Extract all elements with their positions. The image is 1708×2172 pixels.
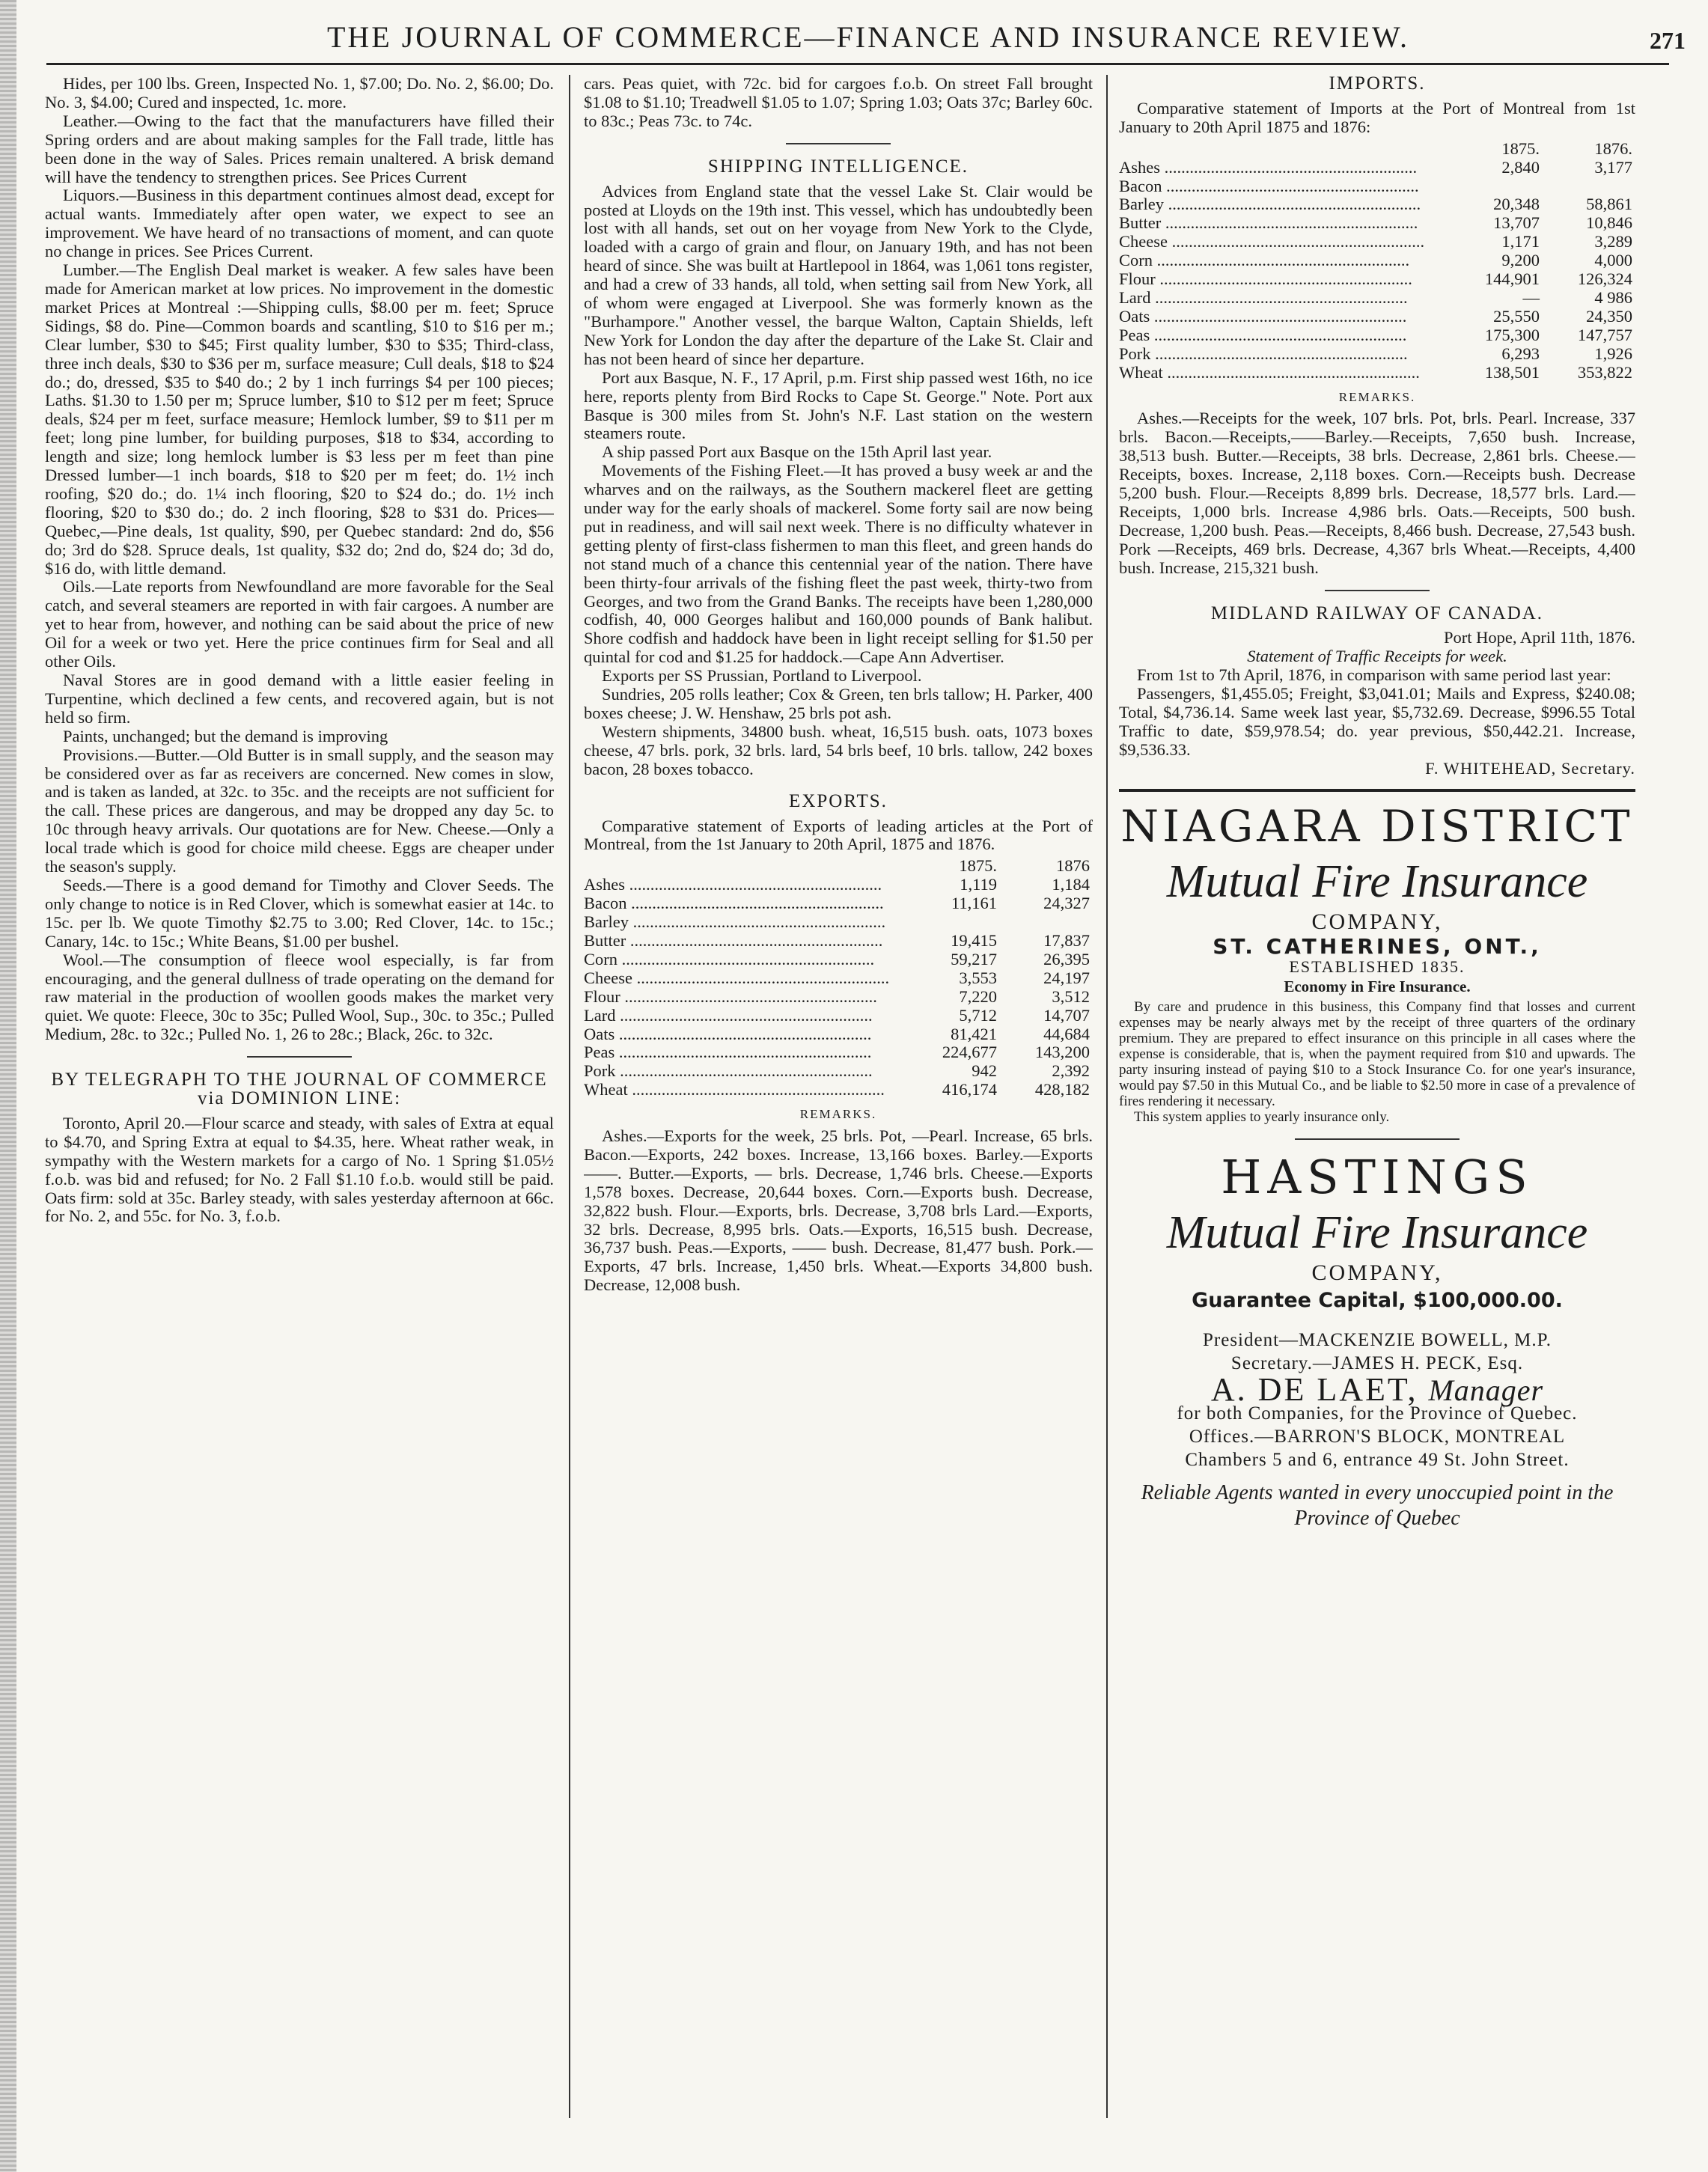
table-row — [1119, 270, 1635, 289]
hastings-president: President—MACKENZIE BOWELL, M.P. — [1203, 1330, 1552, 1351]
table-cell-1876: 24,350 — [1586, 306, 1632, 326]
table-cell-item: Corn ............................................................ — [1119, 251, 1410, 270]
table-row — [1119, 214, 1635, 233]
exports-remarks: Ashes.—Exports for the week, 25 brls. Pot, —Pearl. Increase, 65 brls. Bacon.—Exports, 242 boxes. Increase, 13,166 boxes. Barley.—Exports——. Butter.—Exports, — brls. Decrease, 1,746 brls. Cheese.—Exports 1,578 boxes. Decrease, 20,644 boxes. Corn.—Exports bush. Decrease, 32,822 bush. Flour.—Exports, brls. Decrease, 3,708 brls Lard.—Exports, 32 brls. Decrease, 8,995 brls. Oats.—Exports, 16,515 bush. Decrease, 36,737 bush. Peas.—Exports, —— bush. Decrease, 81,477 bush. Pork.—Exports, 47 brls. Increase, 1,450 brls. Wheat.—Exports 34,800 bush. Decrease, 12,008 bush. — [584, 1126, 1093, 1295]
imports-table — [1119, 140, 1635, 382]
table-cell-1875: 59,217 — [951, 949, 997, 968]
table-cell-1876: 17,837 — [1043, 930, 1090, 950]
table-header-year: 1876. — [1594, 138, 1632, 158]
hastings-script-title: Mutual Fire Insurance — [1166, 1207, 1588, 1259]
table-row — [584, 1007, 1093, 1025]
table-cell-1876: 3,289 — [1594, 232, 1632, 251]
table-row — [584, 1043, 1093, 1062]
telegraph-heading: BY TELEGRAPH TO THE JOURNAL OF COMMERCE via DOMINION LINE: — [51, 1070, 548, 1109]
table-row — [1119, 233, 1635, 251]
hastings-title: HASTINGS — [1221, 1150, 1534, 1205]
hastings-manager-title: Manager — [1428, 1373, 1544, 1407]
advert-rule — [1119, 789, 1635, 792]
journal-title: THE JOURNAL OF COMMERCE—FINANCE AND INSURANCE REVIEW. — [326, 20, 1410, 54]
hastings-advertisement — [1119, 1150, 1635, 1531]
table-cell-1875: 9,200 — [1501, 251, 1540, 270]
table-cell-1875: 1,171 — [1501, 232, 1540, 251]
leather-paragraph: Leather.—Owing to the fact that the manufacturers have filled their Spring orders and are about making samples for the Fall trade, little has been done in the way of Sales. Prices remain unaltered. A brisk demand will have the tendency to strengthen prices. See Prices Current — [45, 111, 554, 186]
imports-remarks: Ashes.—Receipts for the week, 107 brls. Pot, brls. Pearl. Increase, 337 brls. Bacon.—Receipts,——Barley.—Receipts, 7,650 bush. Increase, 38,513 bush. Butter.—Receipts, 38 brls. Decrease, 2,861 brls. Cheese.—Receipts, boxes. Increase, 2,118 boxes. Corn.—Receipts bush. Decrease 5,200 bush. Flour.—Receipts 8,899 brls. Decrease, 18,577 brls. Lard.—Receipts, 1,000 brls. Increase 4,986 brls. Oats.—Receipts, 500 bush. Decrease, 1,200 bush. Peas.—Receipts, 8,466 bush. Decrease, 27,543 bush. Pork —Receipts, 469 brls. Decrease, 4,367 brls Wheat.—Receipts, 4,400 bush. Increase, 215,321 bush. — [1119, 409, 1635, 577]
table-cell-item: Pork ............................................................ — [1119, 344, 1408, 363]
table-cell-item: Flour ............................................................ — [584, 987, 877, 1006]
table-cell-1876: 353,822 — [1577, 362, 1632, 382]
midland-heading: MIDLAND RAILWAY OF CANADA. — [1210, 603, 1544, 623]
table-cell-1875: 81,421 — [951, 1024, 997, 1043]
hastings-manager — [1119, 1370, 1635, 1408]
table-row — [1119, 364, 1635, 382]
niagara-advertisement — [1119, 802, 1635, 1126]
sundries-paragraph: Sundries, 205 rolls leather; Cox & Green, ten brls tallow; H. Parker, 400 boxes cheese; J. W. Henshaw, 25 brls pot ash. — [584, 685, 1093, 722]
shipping-heading: SHIPPING INTELLIGENCE. — [707, 156, 969, 177]
table-cell-1875: 7,220 — [959, 986, 997, 1006]
table-cell-1876: 2,392 — [1052, 1061, 1090, 1081]
table-cell-item: Oats ............................................................ — [1119, 307, 1407, 326]
table-row — [584, 969, 1093, 988]
section-divider — [247, 1056, 352, 1058]
table-cell-1876: 24,197 — [1043, 968, 1090, 987]
table-cell-1876: 428,182 — [1034, 1080, 1090, 1099]
exports-intro: Comparative statement of Exports of leading articles at the Port of Montreal, from the 1st January to 20th April, 1875 and 1876. — [584, 816, 1093, 854]
midland-signature: F. WHITEHEAD, Secretary. — [1425, 758, 1635, 778]
table-cell-item: Ashes ............................................................ — [1119, 158, 1418, 177]
hastings-offices: Offices.—BARRON'S BLOCK, MONTREAL — [1189, 1426, 1566, 1447]
table-row — [584, 988, 1093, 1007]
naval-stores-paragraph: Naval Stores are in good demand with a little easier feeling in Turpentine, which declined a few cents, and recovered again, but is not held so firm. — [45, 671, 554, 727]
imports-intro: Comparative statement of Imports at the Port of Montreal from 1st January to 20th April 1875 and 1876: — [1119, 98, 1635, 136]
niagara-text: By care and prudence in this business, this Company find that losses and current expenses may be nearly always met by the receipt of three quarters of the ordinary premium. They are prepared to effect insurance on this principle in all cases where the expense is considerable, that is, when the payment required from $10 and upwards. The party insuring instead of paying $10 to a Stock Insurance Co. for one year's insurance, would pay $7.50 in this Mutual Co., and be liable to $2.50 more in case of a prevalence of fires rendering it necessary. — [1119, 999, 1635, 1110]
table-cell-1875: 2,840 — [1501, 157, 1540, 177]
table-cell-1876: 126,324 — [1577, 269, 1632, 289]
table-row — [1119, 251, 1635, 270]
exports-table-body — [584, 876, 1093, 1099]
niagara-note: This system applies to yearly insurance only. — [1134, 1109, 1390, 1126]
shipping-paragraph-2: Port aux Basque, N. F., 17 April, p.m. First ship passed west 16th, no ice here, reports plenty from Bird Rocks to Cape St. George." Note. Port aux Basque is 300 miles from St. John's N.F. Last station on the western steamers route. — [584, 367, 1093, 443]
table-cell-1875: 224,677 — [942, 1043, 997, 1062]
table-cell-item: Oats ............................................................ — [584, 1025, 872, 1043]
table-cell-item: Corn ............................................................ — [584, 950, 875, 968]
table-cell-item: Bacon ............................................................ — [1119, 177, 1419, 195]
table-cell-1876: 147,757 — [1577, 325, 1632, 344]
hastings-secretary: Secretary.—JAMES H. PECK, Esq. — [1230, 1353, 1524, 1374]
table-header-blank — [584, 857, 907, 876]
table-cell-1875: 1,119 — [960, 875, 997, 894]
imports-remarks-heading: REMARKS. — [1338, 389, 1416, 404]
table-cell-item: Peas ............................................................ — [1119, 326, 1407, 344]
liquors-paragraph: Liquors.—Business in this department continues almost dead, except for actual wants. Immediately after open water, we expect to see an improvement. We have heard of no transactions of moment, and can quote no change in prices. See Prices Current. — [45, 186, 554, 261]
niagara-script-title: Mutual Fire Insurance — [1166, 855, 1588, 907]
midland-date: Port Hope, April 11th, 1876. — [1443, 628, 1635, 647]
hastings-chambers: Chambers 5 and 6, entrance 49 St. John Street. — [1185, 1449, 1570, 1470]
table-cell-1876: 1,926 — [1594, 344, 1632, 363]
table-header-blank — [1119, 140, 1450, 159]
hides-paragraph: Hides, per 100 lbs. Green, Inspected No. 1, $7.00; Do. No. 2, $6.00; Do. No. 3, $4.00; Cured and inspected, 1c. more. — [45, 75, 554, 112]
paints-paragraph: Paints, unchanged; but the demand is improving — [63, 726, 388, 745]
table-cell-1876: 14,707 — [1043, 1005, 1090, 1025]
table-cell-1875: 19,415 — [951, 930, 997, 950]
header-rule — [46, 63, 1669, 65]
toronto-continued-paragraph: cars. Peas quiet, with 72c. bid for cargoes f.o.b. On street Fall brought $1.08 to $1.10; Treadwell $1.05 to 1.07; Spring 1.03; Oats 37c; Barley 60c. to 83c.; Peas 73c. to 74c. — [584, 75, 1093, 130]
prussian-paragraph: Exports per SS Prussian, Portland to Liverpool. — [602, 666, 922, 686]
midland-paragraph-2: Passengers, $1,455.05; Freight, $3,041.01; Mails and Express, $240.08; Total, $4,736.14. Same week last year, $5,732.69. Decrease, $996.55 Total Traffic to date, $59,978.54; do. year previous, $50,442.21. Increase, $9,536.33. — [1119, 684, 1635, 759]
imports-heading: IMPORTS. — [1329, 75, 1426, 94]
table-cell-1876: 58,861 — [1586, 195, 1632, 214]
table-cell-item: Ashes ............................................................ — [584, 876, 882, 894]
table-cell-1875: 138,501 — [1484, 362, 1540, 382]
lumber-paragraph: Lumber.—The English Deal market is weaker. A few sales have been made for American market at low prices. No improvement in the domestic market Prices at Montreal :—Shipping culls, $8.00 per m. feet; Spruce Sidings, $8 do. Pine—Common boards and scantling, $10 to $16 per m.; Clear lumber, $30 to $45; First quality lumber, $30 to $35; Third-class, three inch deals, $30 to $36 per m, surface measure; Cull deals, $18 to $24 do.; do, dressed, $35 to $40 do.; 2 by 1 inch furrings $4 per 100 pieces; Laths. $1.30 to 1.50 per m; Spruce lumber, $10 to $12 per m feet; Spruce deals, $24 per m feet, surface measure; Hemlock lumber, $9 to $11 per m feet; long pine lumber, for building purposes, $18 to $34, according to length and size; long hemlock lumber is $3 less per m feet than pine Dressed lumber—1 inch boards, $18 to $20 per m feet; do. 1½ inch roofing, $20 do.; do. 1¼ inch flooring, $20 to $24 do.; do. 1½ inch flooring, $20 to $30 do.; do. 2 inch flooring, $28 to $31 do. Prices—Quebec,—Pine deals, 1st quality, $90, per Quebec standard: 2nd do, $56 do; 3rd do $28. Spruce deals, 1st quality, $32 do; 2nd do, $24 do; 3d do, $16 do, with little demand. — [45, 260, 554, 578]
table-row — [1119, 308, 1635, 326]
table-cell-item: Cheese ............................................................ — [1119, 233, 1425, 251]
page-number: 271 — [1650, 27, 1686, 54]
table-cell-1875: 6,293 — [1501, 344, 1540, 363]
column-divider — [569, 75, 570, 2118]
table-cell-1876: 24,327 — [1043, 894, 1090, 913]
table-cell-1875: 416,174 — [942, 1080, 997, 1099]
table-cell-1876 — [1543, 177, 1635, 196]
table-cell-item: Bacon ............................................................ — [584, 894, 884, 913]
niagara-established: ESTABLISHED 1835. — [1289, 957, 1465, 976]
table-row — [584, 894, 1093, 913]
shipping-paragraph-1: Advices from England state that the vessel Lake St. Clair would be posted at Lloyds on the 19th inst. This vessel, which has undoubtedly been lost with all hands, set out on her voyage from New York to the Clyde, loaded with a cargo of grain and flour, on January 19th, and has not been heard of since. She was built at Hartlepool in 1864, was 1,061 tons register, and had a crew of 33 hands, all told, when setting sail from New York, all of whom were engaged at Liverpool. She was formerly known as the "Burhampore." Another vessel, the barque Walton, Captain Shields, left New York for London the day after the departure of the Lake St. Clair and has not been heard of since her departure. — [584, 181, 1093, 368]
table-cell-1876: 26,395 — [1043, 949, 1090, 968]
table-header-year: 1875. — [1501, 138, 1540, 158]
table-row — [1119, 289, 1635, 308]
table-cell-1875: 3,553 — [959, 968, 997, 987]
table-cell-item: Peas ............................................................ — [584, 1043, 872, 1062]
table-cell-item: Lard ............................................................ — [584, 1006, 873, 1025]
table-header-row — [584, 857, 1093, 876]
table-cell-1875 — [907, 913, 1000, 932]
wool-paragraph: Wool.—The consumption of fleece wool especially, is far from encouraging, and the general dullness of trade operating on the demand for raw material in the production of woollen goods makes the market very quiet. We quote: Fleece, 30c to 35c; Pulled Wool, Sup., 30c. to 35c.; Pulled Medium, 28c. to 32c.; Pulled No. 1, 26 to 28c.; Black, 26c. to 32c. — [45, 950, 554, 1044]
column-2 — [584, 75, 1093, 2118]
table-cell-item: Cheese ............................................................ — [584, 968, 890, 987]
table-row — [1119, 326, 1635, 345]
imports-table-body — [1119, 159, 1635, 382]
table-cell-1875: 175,300 — [1484, 325, 1540, 344]
table-row — [584, 1025, 1093, 1044]
column-1 — [45, 75, 554, 2118]
table-cell-item: Butter ............................................................ — [1119, 214, 1418, 233]
toronto-paragraph: Toronto, April 20.—Flour scarce and steady, with sales of Extra at equal to $4.70, and Spring Extra at equal to $4.35, here. Wheat rather weak, in sympathy with the Western markets for a cargo of No. 1 Spring $1.05½ f.o.b. was bid and refused; for No. 2 Fall $1.10 f.o.b. would still be paid. Oats firm: sold at 35c. Barley steady, with sales yesterday afternoon at 66c. for No. 2, and 55c. for No. 3, f.o.b. — [45, 1113, 554, 1226]
table-cell-1875: 25,550 — [1493, 306, 1540, 326]
table-cell-1876: 1,184 — [1052, 875, 1090, 894]
table-cell-item: Wheat ............................................................ — [584, 1081, 885, 1099]
exports-remarks-heading: REMARKS. — [799, 1107, 877, 1122]
table-cell-item: Butter ............................................................ — [584, 931, 883, 950]
table-row — [1119, 159, 1635, 177]
table-cell-1876: 143,200 — [1034, 1043, 1090, 1062]
column-divider — [1106, 75, 1108, 2118]
table-cell-1876: 44,684 — [1043, 1024, 1090, 1043]
table-cell-item: Barley ............................................................ — [584, 913, 886, 932]
table-cell-item: Lard ............................................................ — [1119, 288, 1408, 307]
table-cell-1876 — [1000, 913, 1093, 932]
section-divider — [1325, 590, 1430, 591]
table-cell-1876: 3,177 — [1594, 157, 1632, 177]
table-cell-1875: 11,161 — [951, 894, 997, 913]
table-cell-1876: 4,000 — [1594, 251, 1632, 270]
table-cell-1876: 4 986 — [1594, 287, 1632, 307]
provisions-paragraph: Provisions.—Butter.—Old Butter is in small supply, and the season may be considered over as far as receivers are concerned. New comes in slow, and is taken as landed, at 32c. to 35c. and the receipts are not sufficient for the call. These prices are dangerous, and may be dropped any day 5c. to 10c through heavy arrivals. Our quotations are for New. Cheese.—Only a local trade which is good for choice mild cheese. Eggs are cheaper under the season's supply. — [45, 745, 554, 876]
table-cell-1875: — — [1522, 287, 1540, 307]
table-cell-item: Wheat ............................................................ — [1119, 363, 1420, 382]
table-row — [1119, 177, 1635, 196]
table-cell-1875: 20,348 — [1493, 195, 1540, 214]
fishing-fleet-paragraph: Movements of the Fishing Fleet.—It has proved a busy week ar and the wharves and on the railways, as the Southern mackerel fleet are getting under way for the early shoals of mackerel. Some forty sail are now being put in readiness, and will sail next week. There is no difficulty whatever in getting plenty of first-class fishermen to man this fleet, and green hands do not stand much of a chance this centennial year of the nation. There have been thirty-four arrivals of the fishing fleet the past week, thirty-two from Georges, and two from the Grand Banks. The receipts have been 1,280,000 codfish, 40, 000 Georges halibut and 160,000 pounds of Bank halibut. Shore codfish and haddock have been in light receipt selling for $1.50 per quintal for cod and $1.25 for haddock.—Cape Ann Advertiser. — [584, 461, 1093, 667]
column-3 — [1119, 75, 1635, 2118]
table-row — [584, 913, 1093, 932]
table-cell-item: Flour ............................................................ — [1119, 270, 1412, 289]
page-header — [45, 6, 1692, 61]
table-cell-1875: 942 — [972, 1061, 997, 1081]
oils-paragraph: Oils.—Late reports from Newfoundland are more favorable for the Seal catch, and several steamers are reported in with fair cargoes. A number are yet to hear from, however, and nothing can be said about the price of new Oil for a week or two yet. Here the price continues firm for Seal and all other Oils. — [45, 577, 554, 671]
table-cell-item: Pork ............................................................ — [584, 1062, 873, 1081]
midland-subtitle: Statement of Traffic Receipts for week. — [1247, 647, 1507, 666]
midland-paragraph-1: From 1st to 7th April, 1876, in comparison with same period last year: — [1137, 665, 1611, 685]
exports-heading: EXPORTS. — [789, 790, 888, 811]
hastings-agents: Reliable Agents wanted in every unoccupied point in the Province of Quebec — [1141, 1480, 1614, 1530]
table-header-row — [1119, 140, 1635, 159]
niagara-company: COMPANY, — [1311, 909, 1443, 934]
table-cell-1875: 144,901 — [1484, 269, 1540, 289]
page-binding-edge — [0, 0, 16, 2172]
table-cell-1875: 5,712 — [959, 1005, 997, 1025]
niagara-place: ST. CATHERINES, ONT., — [1213, 933, 1542, 959]
table-row — [584, 932, 1093, 951]
advert-divider — [1295, 1138, 1460, 1140]
exports-table — [584, 857, 1093, 1099]
table-cell-1876: 10,846 — [1586, 213, 1632, 233]
niagara-title: NIAGARA DISTRICT — [1120, 800, 1634, 852]
shipping-paragraph-3: A ship passed Port aux Basque on the 15th April last year. — [602, 442, 992, 462]
table-row — [1119, 345, 1635, 364]
table-row — [584, 1062, 1093, 1081]
table-cell-1875 — [1450, 177, 1543, 196]
hastings-manager-name: A. DE LAET, — [1210, 1370, 1418, 1408]
table-row — [584, 951, 1093, 969]
section-divider — [786, 143, 891, 144]
western-shipments-paragraph: Western shipments, 34800 bush. wheat, 16,515 bush. oats, 1073 boxes cheese, 47 brls. pork, 32 brls. lard, 54 brls beef, 10 brls. tallow, 242 boxes bacon, 28 boxes tobacco. — [584, 722, 1093, 778]
table-row — [584, 876, 1093, 894]
table-header-year: 1875. — [959, 856, 997, 876]
table-row — [584, 1081, 1093, 1099]
hastings-capital: Guarantee Capital, $100,000.00. — [1192, 1289, 1563, 1313]
table-cell-1876: 3,512 — [1052, 986, 1090, 1006]
table-header-year: 1876 — [1056, 856, 1090, 876]
hastings-company: COMPANY, — [1311, 1260, 1443, 1286]
table-cell-1875: 13,707 — [1493, 213, 1540, 233]
niagara-economy: Economy in Fire Insurance. — [1284, 977, 1471, 996]
hastings-for: for both Companies, for the Province of Quebec. — [1177, 1403, 1578, 1424]
table-row — [1119, 195, 1635, 214]
seeds-paragraph: Seeds.—There is a good demand for Timothy and Clover Seeds. The only change to notice is in Red Clover, which is somewhat easier at 14c. to 15c. per lb. We quote Timothy $2.75 to 3.00; Red Clover, 14c. to 15c.; Canary, 14c. to 15c.; White Beans, $1.00 per bushel. — [45, 875, 554, 951]
table-cell-item: Barley ............................................................ — [1119, 195, 1421, 214]
